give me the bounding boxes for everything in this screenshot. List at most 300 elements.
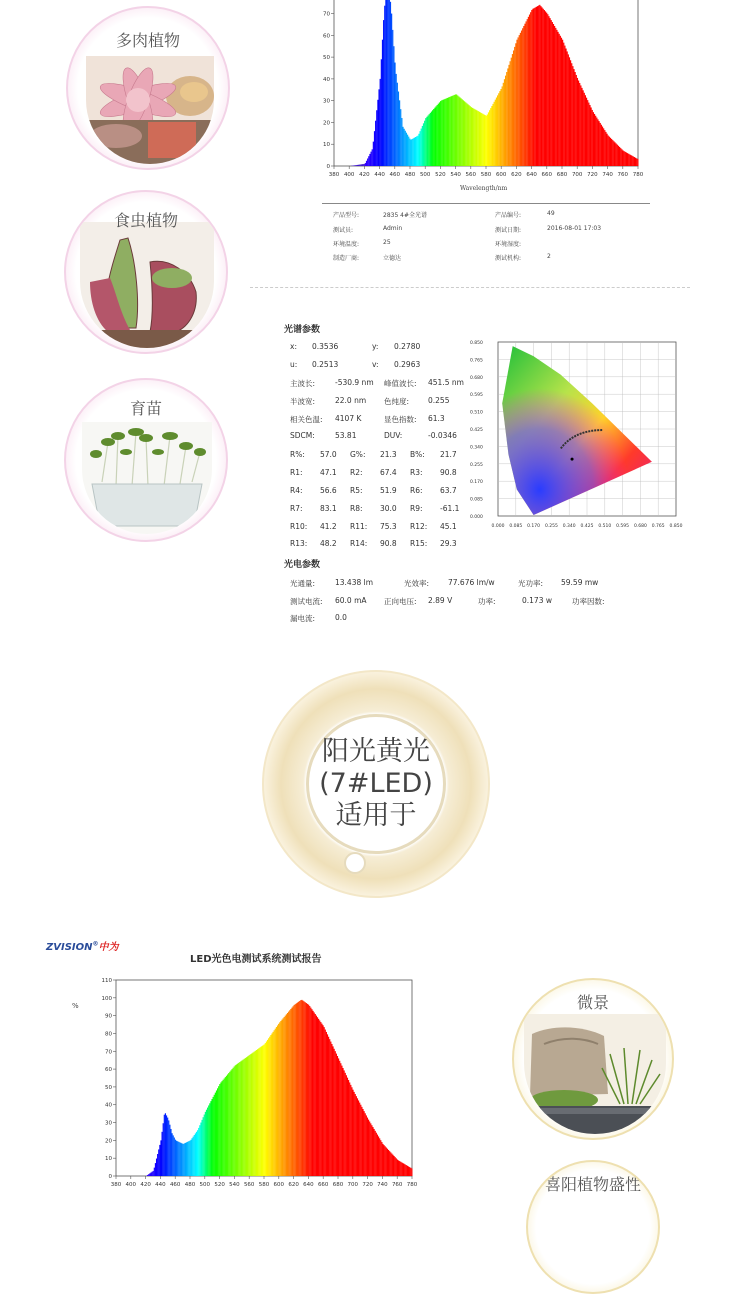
spectrum-bar (630, 155, 631, 166)
spectrum-bar (194, 1135, 195, 1176)
spectrum-bar (267, 1040, 268, 1176)
spectrum-bar (163, 1123, 164, 1176)
spectrum-bar (406, 1165, 407, 1176)
x-tick-label: 560 (244, 1182, 255, 1188)
spectrum-bar (274, 1030, 275, 1176)
spectrum-bar (331, 1044, 332, 1176)
spectrum-bar (588, 103, 589, 166)
spectrum-bar (269, 1037, 270, 1176)
x-tick-label: 440 (155, 1182, 166, 1188)
spectrum-bar (341, 1066, 342, 1176)
spectrum-bar (622, 150, 623, 166)
x-tick-label: 460 (170, 1182, 181, 1188)
x-tick-label: 560 (466, 172, 477, 178)
spectrum-svg-2 (94, 972, 424, 1194)
y-tick-label: 50 (105, 1085, 112, 1091)
color-rendering-cell: 67.4 (380, 468, 397, 477)
spectrum-bar (316, 1016, 317, 1176)
spectral-param-cell: 0.3536 (312, 342, 338, 351)
spectrum-bar (304, 1001, 305, 1176)
spectrum-bar (218, 1086, 219, 1176)
voltage-value: 2.89 V (428, 596, 452, 605)
x-tick-label: 780 (633, 172, 644, 178)
spectrum-bar (418, 134, 419, 166)
spectrum-bar (469, 105, 470, 166)
spectrum-bar (569, 57, 570, 166)
spectrum-bar (432, 110, 433, 166)
cie-x-tick-label: 0.510 (598, 523, 611, 529)
spectrum-bar (220, 1082, 221, 1176)
spectrum-bar (502, 86, 503, 166)
spectrum-bar (544, 10, 545, 166)
spectrum-bar (169, 1125, 170, 1176)
spectrum-bar (384, 1145, 385, 1176)
spectrum-bar (592, 110, 593, 166)
y-tick-label: 60 (323, 33, 330, 39)
spectrum-bar (495, 100, 496, 166)
spectral-param-cell: 0.2963 (394, 360, 420, 369)
spectrum-bar (571, 63, 572, 166)
spectrum-bar (198, 1128, 199, 1176)
cie-y-tick-label: 0.510 (470, 410, 483, 416)
spectral-param-cell: -530.9 nm (335, 378, 374, 387)
spectrum-bar (617, 145, 618, 166)
spectrum-bar (401, 1162, 402, 1176)
spectrum-bar (350, 1085, 351, 1176)
spectrum-bar (254, 1052, 255, 1176)
spectrum-bar (315, 1014, 316, 1176)
spectrum-bar (389, 0, 390, 166)
color-rendering-cell: R3: (410, 468, 423, 477)
spectrum-bar (221, 1081, 222, 1176)
spectrum-bar (459, 97, 460, 166)
color-rendering-cell: R10: (290, 522, 307, 531)
spectrum-bar (253, 1052, 254, 1176)
spectral-param-cell: y: (372, 342, 378, 351)
x-tick-label: 440 (374, 172, 385, 178)
spectrum-bar (461, 98, 462, 166)
spectrum-bar (402, 127, 403, 166)
color-rendering-cell: -61.1 (440, 504, 459, 513)
spectral-param-cell: 峰值波长: (384, 378, 417, 389)
spectrum-bar (356, 165, 357, 166)
spectrum-bar (380, 79, 381, 166)
badge-line-2: (7#LED) (319, 768, 433, 800)
spectrum-bar (361, 1107, 362, 1176)
spectrum-bar (320, 1022, 321, 1176)
spectral-param-cell: 0.2513 (312, 360, 338, 369)
spectrum-bar (276, 1027, 277, 1176)
section-divider (250, 287, 690, 288)
spectrum-bar (383, 20, 384, 166)
spectrum-bar (633, 156, 634, 166)
spectrum-bar (335, 1051, 336, 1176)
spectrum-bar (423, 123, 424, 166)
spectrum-bar (497, 95, 498, 166)
color-rendering-cell: 30.0 (380, 504, 397, 513)
spectrum-bar (277, 1025, 278, 1176)
cie-y-tick-label: 0.765 (470, 357, 483, 363)
spectrum-bar (456, 94, 457, 166)
y-tick-label: 30 (105, 1121, 112, 1127)
spectrum-bar (208, 1105, 209, 1176)
spectrum-bar (458, 96, 459, 166)
spectrum-bar (402, 1163, 403, 1176)
spectrum-bar (164, 1115, 165, 1176)
spectrum-bar (346, 1075, 347, 1176)
x-tick-label: 580 (259, 1182, 270, 1188)
x-tick-label: 620 (511, 172, 522, 178)
spectrum-bar (564, 46, 565, 166)
spectrum-bar (585, 95, 586, 166)
spectrum-bar (285, 1016, 286, 1176)
spectrum-bar (400, 1162, 401, 1176)
spectrum-bar (445, 99, 446, 166)
x-tick-label: 780 (407, 1182, 418, 1188)
spectrum-bar (157, 1154, 158, 1176)
spectrum-bar (499, 91, 500, 166)
spectrum-bar (435, 106, 436, 166)
spectrum-bar (306, 1003, 307, 1176)
spectrum-bar (625, 152, 626, 166)
color-rendering-cell: R7: (290, 504, 303, 513)
spectrum-bar (348, 1080, 349, 1176)
spectral-params-table (290, 342, 470, 552)
spectrum-bar (369, 1121, 370, 1176)
spectrum-bar (172, 1133, 173, 1176)
x-tick-label: 520 (214, 1182, 225, 1188)
spectrum-bar (205, 1112, 206, 1176)
spectrum-bar (415, 137, 416, 166)
succulent-photo (86, 56, 214, 164)
spectrum-bar (513, 50, 514, 166)
y-tick-label: 100 (102, 996, 113, 1002)
spectrum-bar (270, 1035, 271, 1176)
spectrum-bar (328, 1037, 329, 1176)
spectral-param-cell: SDCM: (290, 431, 315, 440)
spectrum-bar (389, 1151, 390, 1176)
x-tick-label: 600 (274, 1182, 285, 1188)
spectrum-bar (334, 1049, 335, 1176)
spectrum-bar (392, 1155, 393, 1176)
spectrum-bar (487, 114, 488, 166)
spectrum-bar (154, 1168, 155, 1176)
spectrum-bar (248, 1056, 249, 1176)
spectrum-bar (243, 1060, 244, 1176)
spectrum-bar (613, 141, 614, 166)
spectrum-bar (579, 83, 580, 166)
spectrum-bar (177, 1141, 178, 1176)
spectrum-bar (598, 121, 599, 166)
spectrum-bar (412, 139, 413, 166)
spectrum-bar (498, 93, 499, 166)
product-info-table (333, 210, 653, 270)
color-rendering-cell: R4: (290, 486, 303, 495)
spectrum-bar (417, 136, 418, 166)
spectrum-bar (563, 43, 564, 166)
spectrum-bar (396, 1158, 397, 1176)
spectrum-bar (353, 165, 354, 166)
spectrum-bar (356, 1096, 357, 1176)
spectrum-bar (178, 1142, 179, 1176)
cie-x-tick-label: 0.680 (634, 523, 647, 529)
color-rendering-cell: R1: (290, 468, 303, 477)
spectrum-bar (463, 100, 464, 166)
spectrum-bar (196, 1132, 197, 1176)
spectrum-bar (606, 134, 607, 166)
spectrum-bar (227, 1074, 228, 1176)
spectrum-bar (584, 93, 585, 166)
spectral-param-cell: 0.2780 (394, 342, 420, 351)
spectrum-bar (636, 158, 637, 166)
spectrum-bar (374, 131, 375, 166)
spectrum-bar (471, 107, 472, 166)
spectrum-bar (635, 158, 636, 166)
spectral-params-title: 光谱参数 (284, 322, 320, 335)
color-rendering-cell: G%: (350, 450, 365, 459)
spectrum-bar (300, 1000, 301, 1176)
spectrum-bar (360, 164, 361, 166)
color-rendering-cell: 47.1 (320, 468, 337, 477)
date-label: 测试日期: (495, 225, 521, 234)
plant-circle-label: 食虫植物 (66, 208, 226, 231)
spectrum-bar (621, 149, 622, 166)
spectrum-bar (193, 1137, 194, 1176)
spectrum-bar (403, 1164, 404, 1176)
spectrum-bar (357, 1098, 358, 1176)
spectrum-bar (386, 1148, 387, 1176)
spectrum-bar (510, 61, 511, 166)
spectrum-bar (268, 1038, 269, 1176)
color-rendering-cell: R2: (350, 468, 363, 477)
spectral-param-cell: 显色指数: (384, 414, 417, 425)
x-tick-label: 680 (333, 1182, 344, 1188)
spectrum-bar (489, 110, 490, 166)
spectrum-bar (245, 1058, 246, 1176)
spectrum-bar (186, 1142, 187, 1176)
spectrum-bar (382, 1144, 383, 1176)
spectrum-bar (524, 24, 525, 166)
spectrum-bar (271, 1033, 272, 1176)
spectrum-bar (545, 11, 546, 166)
spectrum-bar (441, 100, 442, 166)
spectrum-bar (619, 147, 620, 166)
spectral-param-cell: 451.5 nm (428, 378, 464, 387)
spectrum-bar (237, 1064, 238, 1176)
spectrum-bar (246, 1057, 247, 1176)
color-rendering-cell: R6: (410, 486, 423, 495)
spectrum-bar (311, 1009, 312, 1176)
spectrum-bar (568, 54, 569, 166)
spectrum-bar (593, 112, 594, 166)
spectrum-bar (307, 1004, 308, 1176)
spectrum-bar (210, 1101, 211, 1176)
spectrum-bar (409, 1167, 410, 1176)
spectrum-bar (526, 21, 527, 166)
spectrum-bar (546, 13, 547, 166)
spectrum-bar (244, 1059, 245, 1176)
spectrum-bar (561, 38, 562, 166)
spectrum-bar (392, 30, 393, 166)
spectrum-bar (380, 1140, 381, 1176)
spectrum-bar (362, 1109, 363, 1176)
spectrum-bar (375, 121, 376, 166)
spectral-param-cell: -0.0346 (428, 431, 457, 440)
spectrum-bar (559, 34, 560, 166)
spectrum-bar (250, 1054, 251, 1176)
spectrum-bar (490, 108, 491, 166)
spectrum-bar (410, 140, 411, 166)
spectrum-bar (475, 110, 476, 166)
x-tick-label: 640 (303, 1182, 314, 1188)
x-tick-label: 480 (405, 172, 416, 178)
x-tick-label: 620 (288, 1182, 299, 1188)
spectrum-bar (327, 1034, 328, 1176)
spectrum-bar (454, 95, 455, 166)
x-tick-label: 600 (496, 172, 507, 178)
cie-svg (468, 336, 690, 536)
spectral-param-cell: 22.0 nm (335, 396, 366, 405)
spectrum-bar (296, 1003, 297, 1176)
spectrum-bar (398, 92, 399, 166)
spectrum-bar (176, 1141, 177, 1176)
spectrum-bar (152, 1172, 153, 1176)
color-rendering-cell: 29.3 (440, 539, 457, 548)
spectrum-bar (150, 1173, 151, 1176)
spectrum-bar (422, 126, 423, 166)
spectrum-bar (500, 89, 501, 166)
spectrum-bar (480, 112, 481, 166)
spectrum-bar (407, 1166, 408, 1176)
spectrum-bar (394, 63, 395, 166)
spectrum-bar (377, 100, 378, 166)
spectrum-bar (290, 1009, 291, 1176)
power-value: 59.59 mw (561, 578, 598, 587)
spectrum-bar (367, 1118, 368, 1176)
spectrum-bar (390, 2, 391, 166)
y-tick-label: 0 (109, 1174, 113, 1180)
spectrum-bar (474, 109, 475, 166)
spectrum-bar (457, 95, 458, 166)
spectrum-bar (371, 1125, 372, 1176)
color-rendering-cell: R13: (290, 539, 307, 548)
spectrum-bar (595, 116, 596, 166)
spectrum-bar (494, 102, 495, 166)
spectrum-bar (363, 164, 364, 166)
spectrum-bar (505, 76, 506, 166)
spectrum-bar (368, 1120, 369, 1176)
y-tick-label: 70 (105, 1049, 112, 1055)
spectrum-bar (553, 24, 554, 166)
cie-x-tick-label: 0.170 (527, 523, 540, 529)
leakage-value: 0.0 (335, 613, 347, 622)
spectrum-bar (281, 1020, 282, 1176)
spectrum-bar (206, 1110, 207, 1176)
spectrum-bar (310, 1008, 311, 1176)
spectrum-bar (549, 18, 550, 166)
spectrum-bar (440, 101, 441, 166)
spectrum-bar (199, 1125, 200, 1176)
spectrum-bar (187, 1142, 188, 1176)
spectrum-bar (560, 36, 561, 166)
spectrum-bar (173, 1135, 174, 1176)
spectrum-bar (567, 51, 568, 166)
yellow-light-badge-text (306, 714, 446, 854)
color-rendering-cell: R9: (410, 504, 423, 513)
spectrum-bar (539, 5, 540, 166)
spectrum-bar (481, 113, 482, 166)
spectrum-bar (385, 0, 386, 166)
spectrum-bar (472, 108, 473, 166)
spectrum-bar (408, 137, 409, 166)
spectrum-bar (234, 1066, 235, 1176)
x-tick-label: 520 (435, 172, 446, 178)
spectrum-bar (628, 154, 629, 166)
spectrum-bar (188, 1141, 189, 1176)
spectrum-bar (411, 1168, 412, 1176)
spectrum-bar (257, 1049, 258, 1176)
color-rendering-cell: 83.1 (320, 504, 337, 513)
spectrum-bar (393, 46, 394, 166)
spectrum-bar (554, 26, 555, 166)
spectrum-bar (168, 1120, 169, 1176)
spectrum-bar (299, 1001, 300, 1176)
color-rendering-cell: 45.1 (440, 522, 457, 531)
cie-x-tick-label: 0.340 (563, 523, 576, 529)
spectrum-bar (627, 153, 628, 166)
color-rendering-cell: R12: (410, 522, 427, 531)
badge-line-3: 适用于 (336, 800, 417, 832)
spectrum-bar (365, 163, 366, 166)
spectrum-bar (611, 139, 612, 166)
spectrum-bar (414, 138, 415, 166)
spectrum-bar (359, 165, 360, 166)
yellow-light-badge (262, 670, 490, 898)
spectrum-bar (385, 1146, 386, 1176)
number-label: 产品编号: (495, 210, 521, 219)
spectrum-bar (231, 1069, 232, 1176)
date-value: 2016-08-01 17:03 (547, 225, 601, 232)
spectrum-xlabel: Wavelength/nm (460, 185, 507, 192)
spectrum-bar (407, 135, 408, 166)
sun-loving-plants-circle (526, 1160, 660, 1294)
maker-label: 制造厂商: (333, 253, 359, 262)
spectrum-bar (317, 1017, 318, 1176)
spectral-param-cell: 53.81 (335, 431, 356, 440)
spectral-param-cell: 4107 K (335, 414, 361, 423)
photo-params-title: 光电参数 (284, 557, 320, 570)
spectrum-bar (406, 133, 407, 166)
spectrum-bar (301, 1000, 302, 1176)
x-tick-label: 540 (450, 172, 461, 178)
spectrum-bar (175, 1140, 176, 1176)
cie-x-tick-label: 0.085 (509, 523, 522, 529)
spectrum-bar (529, 15, 530, 166)
spectrum-bar (515, 43, 516, 166)
spectrum-bar (207, 1108, 208, 1176)
spectrum-bar (433, 109, 434, 166)
x-tick-label: 640 (526, 172, 537, 178)
spectrum-bar (572, 66, 573, 166)
spectrum-bar (405, 131, 406, 166)
spectrum-bar (470, 106, 471, 166)
spectrum-bar (408, 1166, 409, 1176)
spectrum-bar (465, 102, 466, 166)
spectrum-bar (391, 1154, 392, 1176)
spectrum-bar (332, 1046, 333, 1176)
cie-y-tick-label: 0.425 (470, 427, 483, 433)
spectrum-bar (477, 110, 478, 166)
